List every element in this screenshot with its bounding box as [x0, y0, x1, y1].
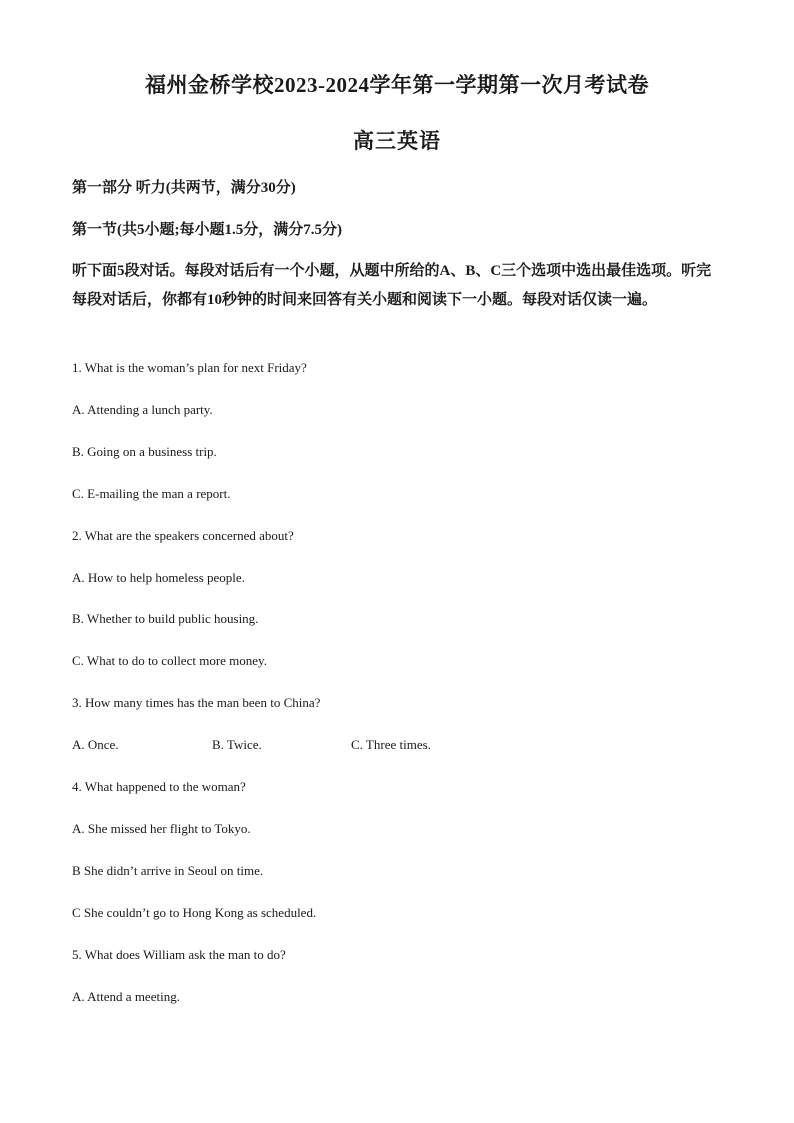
section-heading: 第一节(共5小题;每小题1.5分，满分7.5分)	[72, 222, 342, 238]
answer-option: B She didn’t arrive in Seoul on time.	[72, 863, 264, 878]
question-stem: 3. How many times has the man been to China?	[72, 695, 321, 710]
section-instructions: 听下面5段对话。每段对话后有一个小题，从题中所给的A、B、C三个选项中选出最佳选项。听完每段对话后，你都有10秒钟的时间来回答有关小题和阅读下一小题。每段对话仅读一遍。	[72, 263, 712, 308]
question-stem: 2. What are the speakers concerned about?	[72, 528, 294, 543]
answer-option: A. Attending a lunch party.	[72, 402, 213, 417]
question-stem: 1. What is the woman’s plan for next Friday?	[72, 360, 307, 375]
question-stem: 4. What happened to the woman?	[72, 779, 246, 794]
answer-option: C. What to do to collect more money.	[72, 653, 267, 668]
part-heading: 第一部分 听力(共两节，满分30分)	[72, 180, 296, 196]
question-stem: 5. What does William ask the man to do?	[72, 947, 286, 962]
answer-option: A. Attend a meeting.	[72, 989, 180, 1004]
answer-option: A. How to help homeless people.	[72, 570, 245, 585]
answer-option: A. Once.	[72, 737, 119, 752]
answer-option: B. Whether to build public housing.	[72, 611, 259, 626]
answer-option: B. Twice.	[212, 737, 262, 752]
answer-option: B. Going on a business trip.	[72, 444, 217, 459]
exam-title: 福州金桥学校2023-2024学年第一学期第一次月考试卷	[145, 73, 649, 97]
answer-option: C. Three times.	[351, 737, 431, 752]
answer-option: C She couldn’t go to Hong Kong as scheduled.	[72, 905, 317, 920]
exam-subject: 高三英语	[353, 129, 441, 153]
answer-option: A. She missed her flight to Tokyo.	[72, 821, 251, 836]
answer-option: C. E-mailing the man a report.	[72, 486, 231, 501]
